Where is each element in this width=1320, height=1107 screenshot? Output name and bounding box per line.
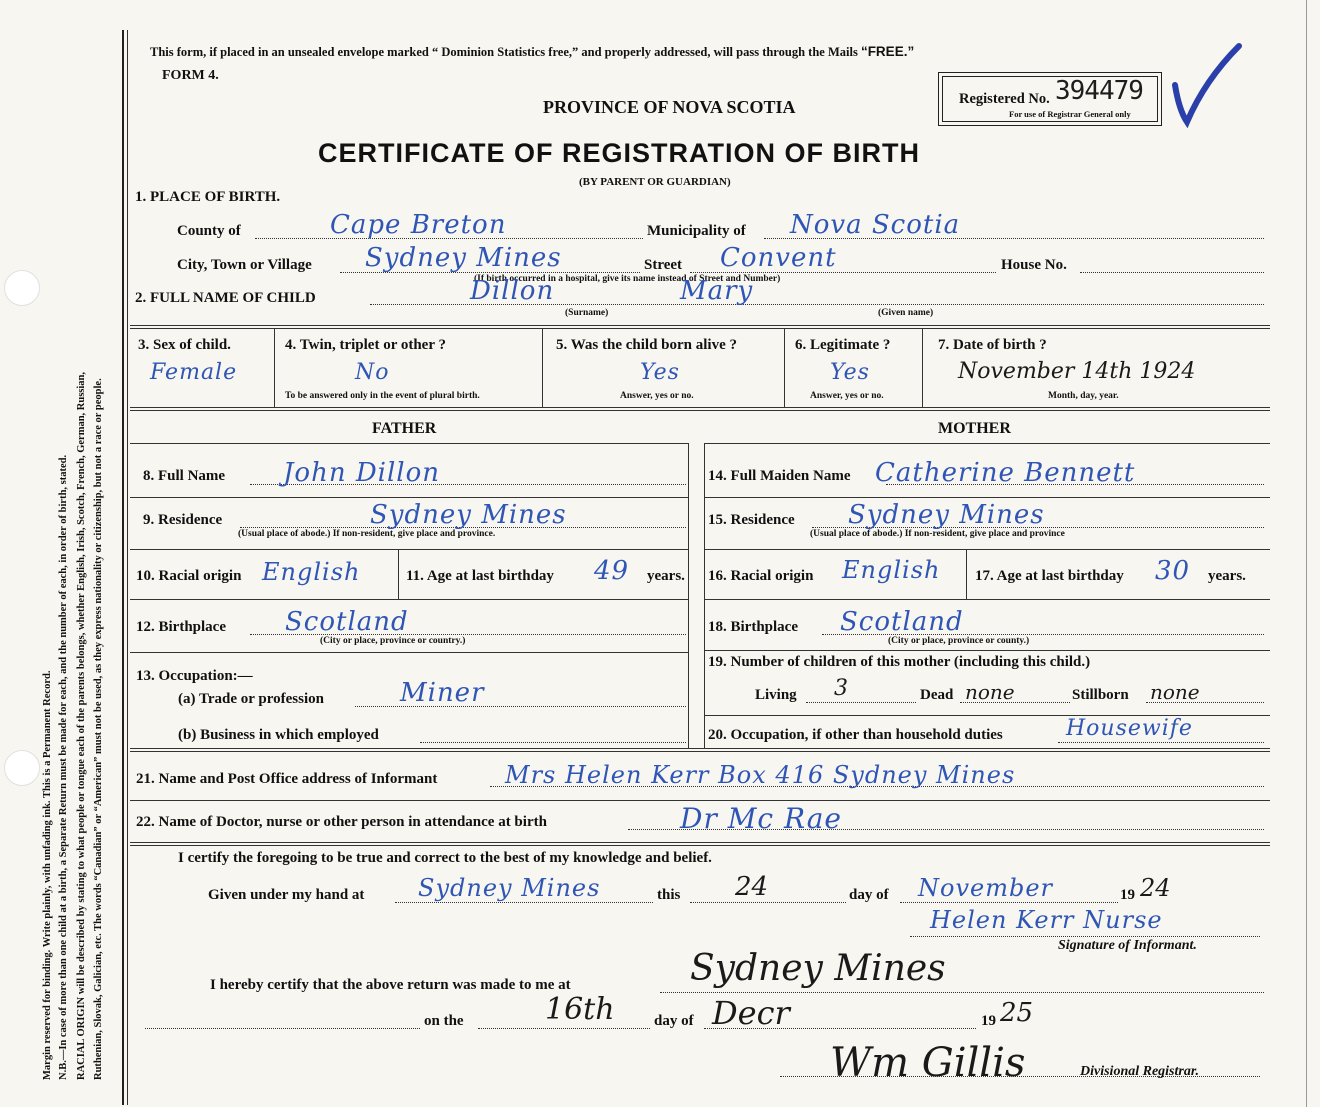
dead-value: none xyxy=(965,680,1015,704)
child-surname: Dillon xyxy=(470,276,555,306)
registrar-on-label: on the xyxy=(424,1013,464,1029)
child-name-label: 2. FULL NAME OF CHILD xyxy=(135,290,316,306)
mother-residence-value: Sydney Mines xyxy=(848,500,1045,530)
mother-heading: MOTHER xyxy=(938,420,1011,437)
rule xyxy=(130,325,1270,326)
postage-note xyxy=(150,44,914,60)
hospital-note: (If birth occurred in a hospital, give its name instead of Street and Number) xyxy=(474,274,781,284)
rule xyxy=(130,410,1270,411)
mother-occupation-value: Housewife xyxy=(1066,716,1193,741)
attendant-value: Dr Mc Rae xyxy=(680,802,842,835)
father-racial-origin-label: 10. Racial origin xyxy=(136,568,242,584)
given-year: 24 xyxy=(1140,874,1171,902)
certify-statement: I certify the foregoing to be true and correct to the best of my knowledge and belief. xyxy=(178,850,712,866)
registrar-place-line xyxy=(660,992,1264,993)
rule xyxy=(966,549,967,599)
registrar-signature-label: Divisional Registrar. xyxy=(1080,1064,1200,1079)
given-year-prefix: 19 xyxy=(1120,887,1135,903)
children-count-label: 19. Number of children of this mother (including this child.) xyxy=(708,654,1091,670)
given-at-label: Given under my hand at xyxy=(208,887,365,903)
rule xyxy=(704,443,1270,444)
registrar-day-of-label: day of xyxy=(654,1013,694,1029)
postage-note-text: This form, if placed in an unsealed envelope marked “ Dominion Statistics free,” and properly addressed, will pass through the Mails xyxy=(150,45,858,59)
informant-value: Mrs Helen Kerr Box 416 Sydney Mines xyxy=(505,761,1016,789)
father-birthplace-label: 12. Birthplace xyxy=(136,619,226,635)
mother-age-value: 30 xyxy=(1155,556,1191,586)
city-value: Sydney Mines xyxy=(365,243,562,273)
punch-hole xyxy=(4,270,40,306)
given-month: November xyxy=(918,874,1054,902)
mother-residence-label: 15. Residence xyxy=(708,512,795,528)
county-value: Cape Breton xyxy=(330,210,507,240)
trade-value: Miner xyxy=(400,678,485,708)
registered-number: 394479 xyxy=(1055,76,1143,106)
mother-name-label: 14. Full Maiden Name xyxy=(708,468,851,484)
mother-racial-origin-label: 16. Racial origin xyxy=(708,568,814,584)
trade-label: (a) Trade or profession xyxy=(178,691,324,707)
mother-age-unit: years. xyxy=(1208,568,1246,584)
punch-hole xyxy=(4,750,40,786)
given-day-of-label: day of xyxy=(849,887,889,903)
attendant-label: 22. Name of Doctor, nurse or other person in attendance at birth xyxy=(136,814,547,830)
margin-note-nationality: Ruthenian, Slovak, Galician, etc. The words “Canadian” or “American” must not be used, as they express nationality or citizenship, but not a race or people. xyxy=(93,378,104,1080)
rule xyxy=(542,328,543,407)
legitimate-label: 6. Legitimate ? xyxy=(795,337,891,353)
rule xyxy=(922,328,923,407)
given-day: 24 xyxy=(735,872,769,902)
county-label: County of xyxy=(177,223,241,239)
rule xyxy=(130,652,688,653)
rule xyxy=(130,599,688,600)
business-label: (b) Business in which employed xyxy=(178,727,379,743)
given-at-line xyxy=(395,902,653,903)
born-alive-label: 5. Was the child born alive ? xyxy=(556,337,737,353)
informant-signature-line xyxy=(910,936,1260,937)
checkmark-icon xyxy=(1165,40,1245,130)
rule xyxy=(130,748,1270,749)
rule xyxy=(130,845,1270,846)
twin-note: To be answered only in the event of plural birth. xyxy=(285,391,480,401)
registered-note: For use of Registrar General only xyxy=(1009,109,1131,119)
rule xyxy=(130,497,688,498)
rule xyxy=(130,443,688,444)
registrar-day-line xyxy=(478,1028,650,1029)
given-at-place: Sydney Mines xyxy=(418,874,601,902)
twin-value: No xyxy=(355,360,390,385)
center-divider xyxy=(704,443,705,748)
father-name-label: 8. Full Name xyxy=(143,468,226,484)
informant-signature-label: Signature of Informant. xyxy=(1058,938,1197,953)
legitimate-note: Answer, yes or no. xyxy=(810,391,884,401)
father-heading: FATHER xyxy=(372,420,437,437)
registered-box xyxy=(938,72,1162,126)
rule xyxy=(704,549,1270,550)
mother-occupation-line xyxy=(1058,742,1264,743)
certificate-title: CERTIFICATE OF REGISTRATION OF BIRTH xyxy=(318,138,920,168)
born-alive-note: Answer, yes or no. xyxy=(620,391,694,401)
margin-rule xyxy=(127,30,128,1105)
date-of-birth-note: Month, day, year. xyxy=(1048,391,1119,401)
given-this-label: this xyxy=(657,887,681,903)
stillborn-label: Stillborn xyxy=(1072,687,1129,703)
business-line xyxy=(420,742,686,743)
born-alive-value: Yes xyxy=(640,360,680,385)
mother-age-label: 17. Age at last birthday xyxy=(975,568,1124,584)
dead-label: Dead xyxy=(920,687,954,703)
postage-free-label: “FREE.” xyxy=(860,44,915,59)
registrar-statement: I hereby certify that the above return was made to me at xyxy=(210,977,571,993)
occupation-label: 13. Occupation:— xyxy=(136,668,253,684)
form-number: FORM 4. xyxy=(162,68,219,83)
mother-racial-origin-value: English xyxy=(842,556,941,584)
informant-label: 21. Name and Post Office address of Informant xyxy=(136,771,438,787)
rule xyxy=(130,800,1270,801)
rule xyxy=(704,599,1270,600)
municipality-label: Municipality of xyxy=(647,223,746,239)
father-racial-origin-value: English xyxy=(262,558,361,586)
father-age-value: 49 xyxy=(594,556,630,586)
registrar-day: 16th xyxy=(545,992,615,1027)
sex-label: 3. Sex of child. xyxy=(138,337,231,353)
father-residence-label: 9. Residence xyxy=(143,512,223,528)
margin-rule xyxy=(122,30,124,1105)
place-of-birth-label: 1. PLACE OF BIRTH. xyxy=(135,189,281,205)
father-age-unit: years. xyxy=(647,568,685,584)
legitimate-value: Yes xyxy=(830,360,870,385)
rule xyxy=(130,328,1270,329)
given-name-note: (Given name) xyxy=(878,308,934,318)
date-of-birth-label: 7. Date of birth ? xyxy=(938,337,1047,353)
rule xyxy=(130,842,1270,843)
living-line xyxy=(806,702,916,703)
date-of-birth-value: November 14th 1924 xyxy=(958,359,1196,384)
living-label: Living xyxy=(755,687,797,703)
given-day-line xyxy=(690,902,846,903)
child-given-name: Mary xyxy=(680,276,754,306)
municipality-value: Nova Scotia xyxy=(790,210,961,240)
house-no-label: House No. xyxy=(1001,257,1067,273)
rule xyxy=(398,549,399,599)
registrar-year-prefix: 19 xyxy=(981,1013,996,1029)
house-no-line xyxy=(1080,272,1264,273)
rule xyxy=(784,328,785,407)
given-month-line xyxy=(900,902,1118,903)
registrar-place: Sydney Mines xyxy=(690,948,946,989)
twin-label: 4. Twin, triplet or other ? xyxy=(285,337,446,353)
margin-note-racial-origin: RACIAL ORIGIN will be described by stating to what people or tongue each of the parents belongs, whether English, Irish, Scotch, French, German, Russian, xyxy=(76,371,87,1080)
mother-birthplace-value: Scotland xyxy=(840,607,964,637)
street-value: Convent xyxy=(720,243,837,273)
province-heading: PROVINCE OF NOVA SCOTIA xyxy=(543,97,796,117)
margin-note-binding: Margin reserved for binding. Write plainly, with unfading ink. This is a Permanent Record. xyxy=(42,670,53,1080)
surname-note: (Surname) xyxy=(565,308,609,318)
certificate-subtitle: (BY PARENT OR GUARDIAN) xyxy=(579,176,731,188)
registrar-lead-line xyxy=(145,1028,420,1029)
sex-value: Female xyxy=(150,360,238,385)
city-label: City, Town or Village xyxy=(177,257,312,273)
father-residence-value: Sydney Mines xyxy=(370,500,567,530)
father-birthplace-value: Scotland xyxy=(285,607,409,637)
informant-signature: Helen Kerr Nurse xyxy=(930,906,1163,934)
center-divider xyxy=(688,443,689,748)
margin-note-multiple-births: N.B.—In case of more than one child at a birth, a Separate Return must be made for each, and the number of each, in order of birth, stated. xyxy=(58,454,69,1080)
mother-birthplace-label: 18. Birthplace xyxy=(708,619,798,635)
father-age-label: 11. Age at last birthday xyxy=(406,568,554,584)
mother-name-value: Catherine Bennett xyxy=(875,458,1136,488)
father-birthplace-note: (City or place, province or country.) xyxy=(320,636,466,646)
living-value: 3 xyxy=(834,676,848,701)
rule xyxy=(704,497,1270,498)
rule xyxy=(274,328,275,407)
rule xyxy=(130,751,1270,752)
rule xyxy=(130,549,688,550)
mother-birthplace-note: (City or place, province or county.) xyxy=(888,636,1030,646)
page-edge xyxy=(1306,0,1307,1107)
mother-residence-note: (Usual place of abode.) If non-resident, give place and province xyxy=(810,529,1065,539)
father-residence-note: (Usual place of abode.) If non-resident, give place and province. xyxy=(238,529,496,539)
registrar-month: Decr xyxy=(712,994,790,1032)
father-name-value: John Dillon xyxy=(283,458,441,488)
mother-occupation-label: 20. Occupation, if other than household duties xyxy=(708,727,1003,743)
street-label: Street xyxy=(644,257,683,273)
registrar-year: 25 xyxy=(1000,998,1034,1028)
stillborn-value: none xyxy=(1150,680,1200,704)
registered-label: Registered No. xyxy=(959,91,1050,107)
registrar-signature: Wm Gillis xyxy=(830,1040,1026,1086)
rule xyxy=(130,407,1270,408)
rule xyxy=(704,650,1270,651)
